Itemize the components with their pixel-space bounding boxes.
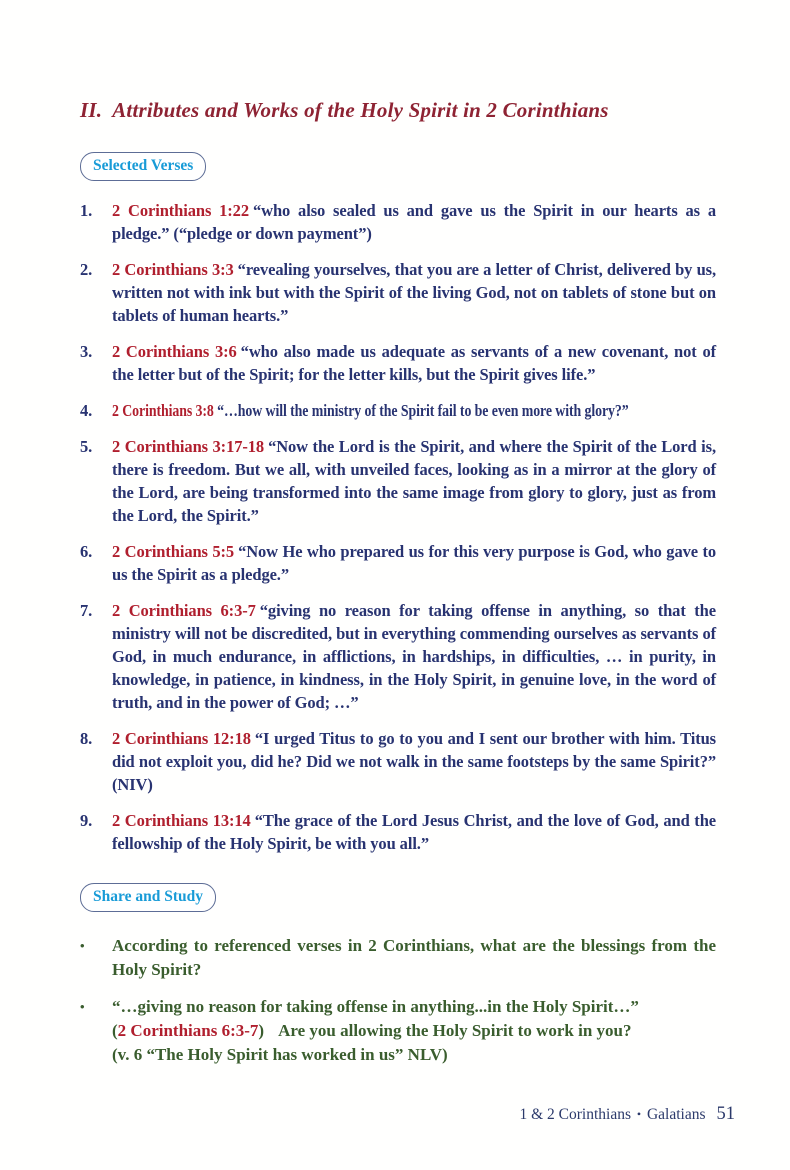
verse-quote: “The grace of the Lord Jesus Christ, and the love of God, and the fellowship of the Holy Spirit, be with you all.”: [112, 811, 716, 853]
verse-item-3: [80, 340, 716, 386]
verse-number: 3.: [80, 342, 93, 361]
selected-verses-badge: [80, 152, 206, 181]
study-reference-line: [112, 1019, 716, 1043]
study-question-text: According to referenced verses in 2 Corinthians, what are the blessings from the Holy Spirit?: [112, 936, 716, 979]
verse-reference: 2 Corinthians 1:22: [112, 201, 249, 220]
verse-number: 4.: [80, 401, 93, 420]
share-and-study-label: Share and Study: [93, 888, 203, 905]
verse-reference: 2 Corinthians 3:8: [112, 401, 214, 420]
verse-body: [112, 258, 716, 327]
verse-quote: “giving no reason for taking offense in anything, so that the ministry will not be discredited, but in everything commending ourselves as servants of God, in much endurance, in afflictions, in hardships, in difficulties, … in purity, in knowledge, in patience, in kindness, in the Holy Spirit, in genuine love, in the word of truth, and in the power of God; …”: [112, 601, 716, 712]
verse-reference: 2 Corinthians 5:5: [112, 542, 235, 561]
verse-number: 1.: [80, 201, 93, 220]
verse-item-2: [80, 258, 716, 327]
verse-body: [112, 399, 727, 422]
study-question-2: [80, 995, 716, 1067]
verse-reference: 2 Corinthians 13:14: [112, 811, 251, 830]
verse-body: [112, 809, 716, 855]
bullet-icon: •: [80, 999, 85, 1014]
verse-item-5: [80, 435, 716, 527]
verse-list: [80, 199, 716, 855]
verse-body: [112, 199, 716, 245]
study-note-line: (v. 6 “The Holy Spirit has worked in us” NLV): [112, 1045, 448, 1064]
study-verse-reference: 2 Corinthians 6:3-7: [117, 1021, 259, 1040]
verse-body: [112, 435, 716, 527]
paren-open: (: [112, 1021, 118, 1040]
verse-number: 5.: [80, 437, 93, 456]
verse-item-7: [80, 599, 716, 714]
verse-body: [112, 340, 716, 386]
verse-number: 8.: [80, 729, 93, 748]
verse-number: 9.: [80, 811, 93, 830]
verse-item-4: [80, 399, 716, 422]
study-question-1: [80, 934, 716, 982]
share-and-study-badge: [80, 883, 216, 912]
verse-item-1: [80, 199, 716, 245]
footer-books: 1 & 2 Corinthians: [519, 1106, 631, 1123]
verse-item-8: [80, 727, 716, 796]
study-question-text: Are you allowing the Holy Spirit to work in you?: [278, 1021, 632, 1040]
paren-close: ): [258, 1021, 265, 1040]
study-question-list: [80, 934, 716, 1067]
verse-body: [112, 540, 716, 586]
verse-number: 2.: [80, 260, 93, 279]
verse-reference: 2 Corinthians 3:6: [112, 342, 237, 361]
verse-body: [112, 727, 716, 796]
verse-quote: “revealing yourselves, that you are a letter of Christ, delivered by us, written not with ink but with the Spirit of the living God, not on tablets of stone but on tablets of human hearts.”: [112, 260, 717, 325]
verse-reference: 2 Corinthians 3:3: [112, 260, 234, 279]
section-numeral: II.: [80, 98, 103, 122]
study-question-body: [112, 995, 716, 1067]
verse-item-6: [80, 540, 716, 586]
verse-quote: “who also made us adequate as servants of a new covenant, not of the letter but of the Spirit; for the letter kills, but the Spirit gives life.”: [112, 342, 716, 384]
verse-number: 7.: [80, 601, 93, 620]
verse-body: [112, 599, 716, 714]
page-footer: [519, 1103, 735, 1126]
verse-number: 6.: [80, 542, 93, 561]
study-quote-line: “…giving no reason for taking offense in anything...in the Holy Spirit…”: [112, 997, 639, 1016]
footer-dot-icon: •: [636, 1107, 642, 1121]
verse-quote: “who also sealed us and gave us the Spirit in our hearts as a pledge.” (“pledge or down payment”): [112, 201, 716, 243]
verse-quote: “…how will the ministry of the Spirit fail to be even more with glory?”: [217, 401, 629, 420]
page-title: [80, 96, 716, 124]
verse-quote: “I urged Titus to go to you and I sent our brother with him. Titus did not exploit you, did he? Did we not walk in the same footsteps by the same Spirit?” (NIV): [112, 729, 716, 794]
condensed-verse-line: [112, 399, 629, 422]
verse-reference: 2 Corinthians 3:17-18: [112, 437, 265, 456]
verse-item-9: [80, 809, 716, 855]
verse-quote: “Now the Lord is the Spirit, and where the Spirit of the Lord is, there is freedom. But we all, with unveiled faces, looking as in a mirror at the glory of the Lord, are being transformed into the same image from glory to glory, just as from the Lord, the Spirit.”: [112, 437, 716, 525]
verse-reference: 2 Corinthians 12:18: [112, 729, 251, 748]
page-number: 51: [716, 1104, 735, 1124]
section-title-text: Attributes and Works of the Holy Spirit in 2 Corinthians: [112, 98, 609, 122]
footer-section: Galatians: [646, 1106, 706, 1123]
bullet-icon: •: [80, 938, 85, 953]
selected-verses-label: Selected Verses: [93, 157, 194, 174]
verse-quote: “Now He who prepared us for this very purpose is God, who gave to us the Spirit as a pledge.”: [112, 542, 716, 584]
verse-reference: 2 Corinthians 6:3-7: [112, 601, 256, 620]
